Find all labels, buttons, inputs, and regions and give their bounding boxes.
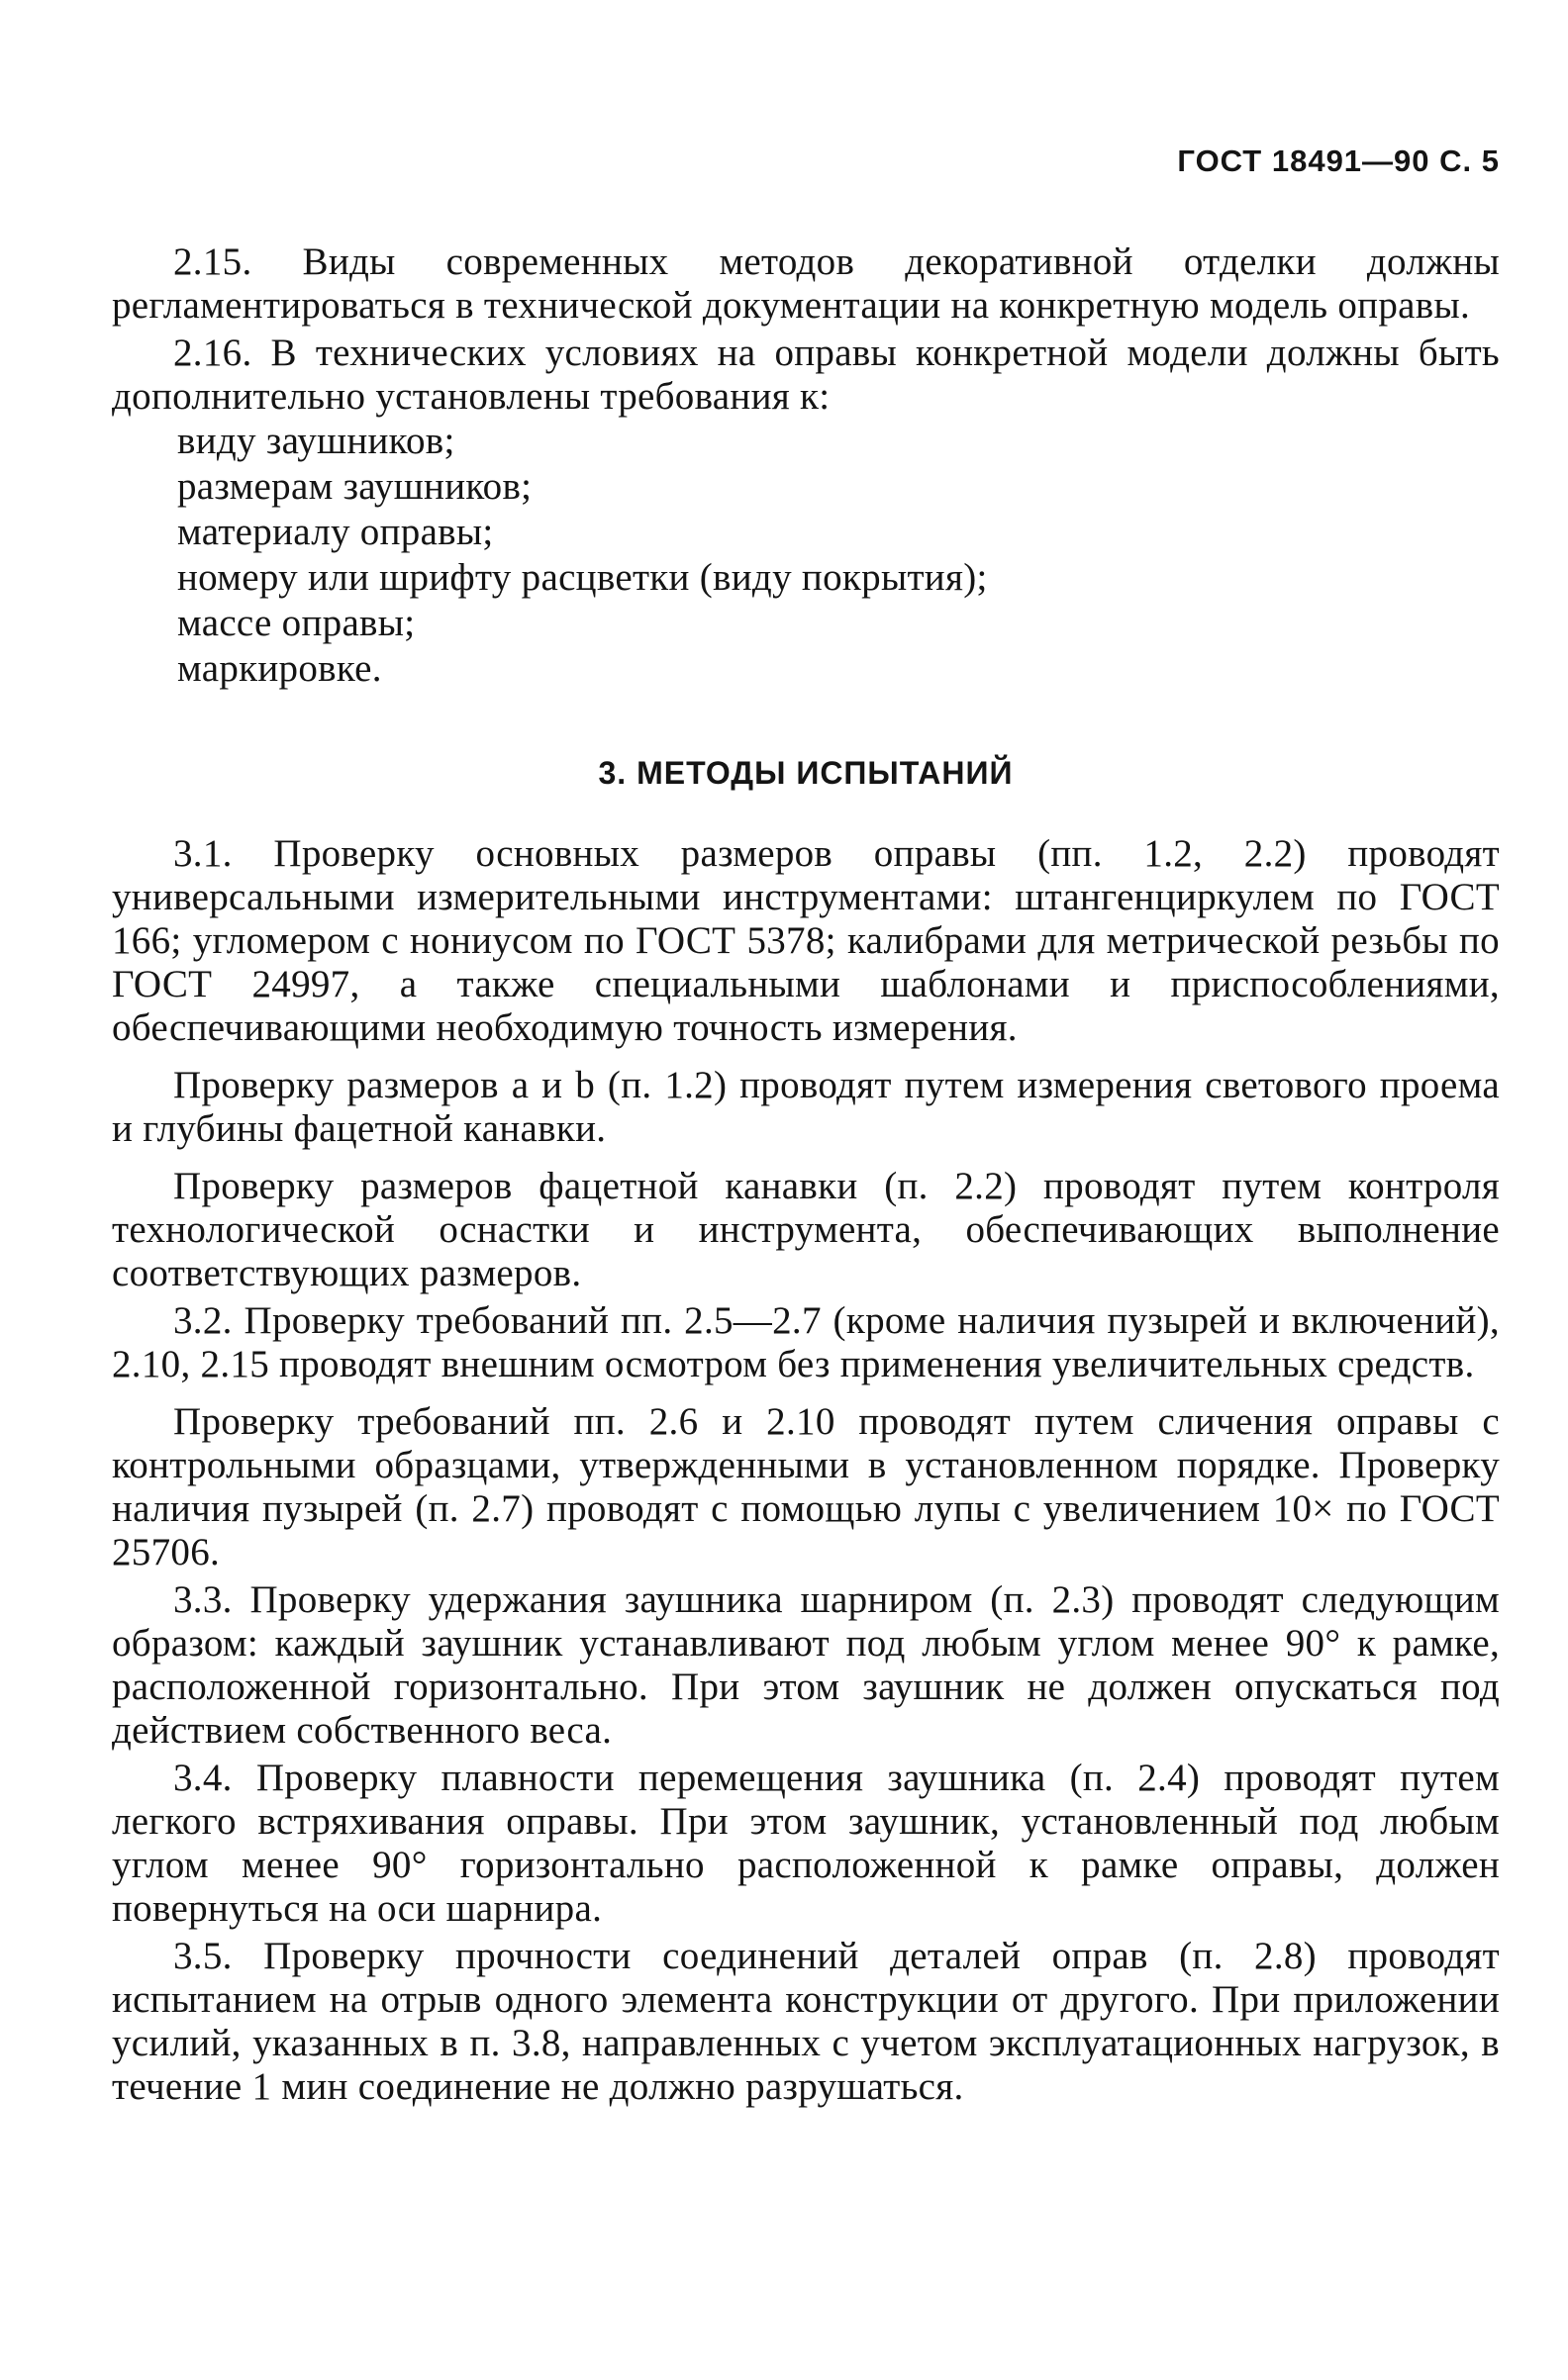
list-item: маркировке.: [177, 647, 382, 690]
paragraph-size-a-b: Проверку размеров a и b (п. 1.2) проводят путем измерения светового проема и глубины фацетной канавки.: [112, 1064, 1500, 1150]
list-item: номеру или шрифту расцветки (виду покрытия);: [177, 556, 988, 599]
list-item: массе оправы;: [177, 602, 416, 644]
paragraph-3-1: 3.1. Проверку основных размеров оправы (пп. 1.2, 2.2) проводят универсальными измерительными инструментами: штангенциркулем по ГОСТ 166; угломером с нониусом по ГОСТ 5378; калибрами для метрической резьбы по ГОСТ 24997, а также специальными шаблонами и приспособлениями, обеспечивающими необходимую точность измерения.: [112, 832, 1500, 1049]
list-item: виду заушников;: [177, 420, 455, 462]
list-item: размерам заушников;: [177, 465, 533, 508]
paragraph-3-5: 3.5. Проверку прочности соединений деталей оправ (п. 2.8) проводят испытанием на отрыв одного элемента конструкции от другого. При приложении усилий, указанных в п. 3.8, направленных с учетом эксплуатационных нагрузок, в течение 1 мин соединение не должно разрушаться.: [112, 1935, 1500, 2108]
paragraph-2-16: 2.16. В технических условиях на оправы конкретной модели должны быть дополнительно установлены требования к:: [112, 332, 1500, 418]
paragraph-2-15: 2.15. Виды современных методов декоративной отделки должны регламентироваться в технической документации на конкретную модель оправы.: [112, 240, 1500, 327]
paragraph-3-2: 3.2. Проверку требований пп. 2.5—2.7 (кроме наличия пузырей и включений), 2.10, 2.15 проводят внешним осмотром без применения увеличительных средств.: [112, 1299, 1500, 1385]
paragraph-3-4: 3.4. Проверку плавности перемещения заушника (п. 2.4) проводят путем легкого встряхивания оправы. При этом заушник, установленный под любым углом менее 90° горизонтально расположенной к рамке оправы, должен повернуться на оси шарнира.: [112, 1757, 1500, 1930]
paragraph-comparison: Проверку требований пп. 2.6 и 2.10 проводят путем сличения оправы с контрольными образцами, утвержденными в установленном порядке. Проверку наличия пузырей (п. 2.7) проводят с помощью лупы с увеличением 10× по ГОСТ 25706.: [112, 1400, 1500, 1573]
requirements-list: [112, 419, 1500, 692]
document-page: [112, 143, 1500, 2109]
paragraph-3-3: 3.3. Проверку удержания заушника шарниром (п. 2.3) проводят следующим образом: каждый заушник устанавливают под любым углом менее 90° к рамке, расположенной горизонтально. При этом заушник не должен опускаться под действием собственного веса.: [112, 1578, 1500, 1752]
list-item: материалу оправы;: [177, 511, 494, 553]
paragraph-facet-groove: Проверку размеров фацетной канавки (п. 2.2) проводят путем контроля технологической оснастки и инструмента, обеспечивающих выполнение соответствующих размеров.: [112, 1165, 1500, 1294]
section-title: 3. МЕТОДЫ ИСПЫТАНИЙ: [598, 755, 1014, 791]
page-header: ГОСТ 18491—90 С. 5: [1177, 143, 1500, 178]
